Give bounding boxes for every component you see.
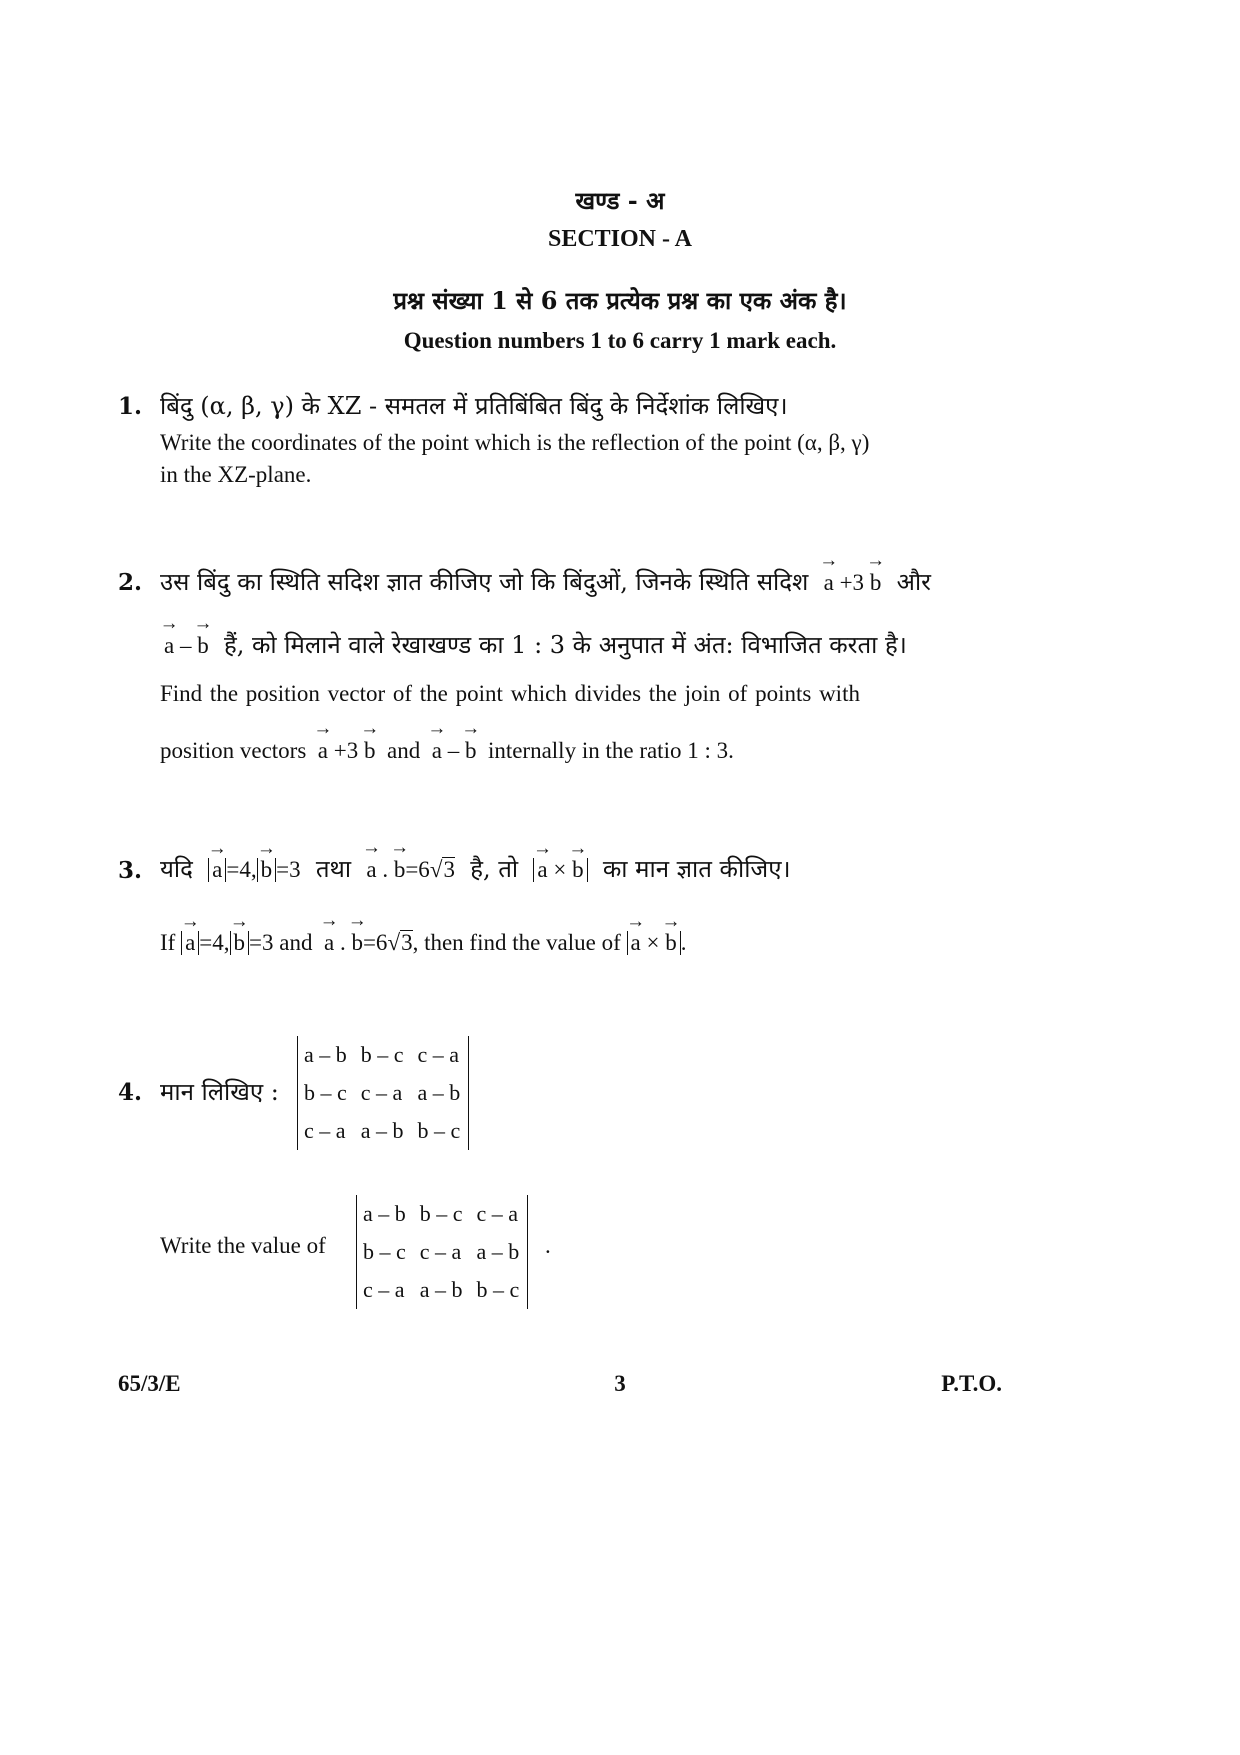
cross-product-magnitude-en: → a × → b bbox=[627, 931, 681, 955]
magnitude-a-value: =4, bbox=[199, 930, 230, 955]
instruction-hindi: प्रश्न संख्या 1 से 6 तक प्रत्येक प्रश्न का एक अंक है। bbox=[393, 286, 847, 315]
vector-a: → a bbox=[537, 858, 547, 882]
question-2-english-line2 bbox=[160, 738, 734, 764]
vector-b: → b bbox=[870, 570, 882, 596]
question-1-number: 1. bbox=[118, 393, 143, 420]
matrix-cell: b – c bbox=[417, 1118, 461, 1143]
vector-b: → b bbox=[234, 931, 246, 955]
vector-b: → b bbox=[351, 930, 363, 956]
question-3-english bbox=[160, 930, 686, 956]
matrix-cell: a – b bbox=[304, 1042, 347, 1067]
question-2-english-line1: Find the position vector of the point which divides the join of points with bbox=[160, 681, 860, 706]
cross-product-magnitude: → a × → b bbox=[533, 858, 587, 882]
matrix-cell: a – b bbox=[363, 1201, 406, 1226]
dot-product-value: =6 bbox=[405, 857, 430, 882]
question-3-hindi-and: तथा bbox=[315, 855, 352, 883]
magnitude-b-value: =3 bbox=[276, 857, 301, 882]
magnitude-b bbox=[257, 857, 301, 882]
question-3-hindi-prefix: यदि bbox=[160, 855, 193, 883]
matrix-cell: a – b bbox=[360, 1118, 404, 1143]
vector-a: → a bbox=[824, 570, 834, 596]
dot-product-en: → a . → b=6√3 bbox=[324, 930, 413, 955]
vector-a: → a bbox=[432, 738, 442, 764]
question-2-english-suffix: internally in the ratio 1 : 3. bbox=[487, 738, 734, 763]
magnitude-b-en bbox=[230, 930, 274, 955]
vector-b: → b bbox=[665, 931, 677, 955]
magnitude-a-en bbox=[181, 930, 229, 955]
vector-a: → a bbox=[366, 857, 376, 883]
matrix-cell: a – b bbox=[419, 1277, 463, 1302]
section-title: SECTION - A bbox=[547, 226, 693, 252]
vector-b: → b bbox=[261, 858, 273, 882]
vector-b: → b bbox=[197, 633, 209, 659]
matrix-cell: c – a bbox=[304, 1118, 346, 1143]
vector-a: → a bbox=[185, 931, 195, 955]
question-1-english-line1: Write the coordinates of the point which is the reflection of the point (α, β, γ) bbox=[160, 430, 870, 455]
question-3-number: 3. bbox=[118, 857, 143, 884]
matrix-cell: c – a bbox=[360, 1080, 403, 1105]
question-2-vector-diff: → a – → b bbox=[164, 633, 209, 658]
sqrt-argument: 3 bbox=[443, 857, 455, 882]
question-3-hindi-suffix: का मान ज्ञात कीजिए। bbox=[602, 855, 791, 883]
question-2-vector-diff-en: → a – → b bbox=[432, 738, 477, 763]
question-2-hindi-line2-suffix: हैं, को मिलाने वाले रेखाखण्ड का 1 : 3 के अनुपात में अंत: विभाजित करता है। bbox=[223, 631, 907, 659]
matrix-cell: c – a bbox=[363, 1277, 405, 1302]
vector-a: → a bbox=[212, 858, 222, 882]
question-3-english-then: , then find the value of bbox=[412, 930, 621, 955]
matrix-cell: b – c bbox=[304, 1080, 347, 1105]
page-number: 3 bbox=[614, 1371, 626, 1396]
pto-label: P.T.O. bbox=[941, 1371, 1002, 1396]
matrix-cell: c – a bbox=[419, 1239, 462, 1264]
question-3-english-prefix: If bbox=[160, 930, 176, 955]
vector-b: → b bbox=[394, 857, 406, 883]
question-1-hindi: बिंदु (α, β, γ) के XZ - समतल में प्रतिबिंबित बिंदु के निर्देशांक लिखिए। bbox=[160, 392, 788, 420]
matrix-cell: b – c bbox=[363, 1239, 406, 1264]
vector-b: → b bbox=[572, 858, 584, 882]
magnitude-a bbox=[208, 857, 256, 882]
question-3-hindi bbox=[160, 852, 791, 885]
question-1-english-line2: in the XZ-plane. bbox=[160, 462, 312, 487]
question-3-english-end: . bbox=[680, 930, 687, 955]
section-hindi-title: खण्ड - अ bbox=[575, 186, 665, 215]
matrix-cell: b – c bbox=[419, 1201, 463, 1226]
question-2-vector-sum-en: → a +3 → b bbox=[318, 738, 376, 763]
question-2-hindi-line1-suffix: और bbox=[896, 568, 931, 596]
question-2-english-prefix: position vectors bbox=[160, 738, 307, 763]
vector-b: → b bbox=[364, 738, 376, 764]
question-2-hindi-line1-prefix: उस बिंदु का स्थिति सदिश ज्ञात कीजिए जो कि बिंदुओं, जिनके स्थिति सदिश bbox=[160, 568, 809, 596]
matrix-cell: a – b bbox=[476, 1239, 520, 1264]
magnitude-b-value: =3 bbox=[249, 930, 274, 955]
question-2-english-and: and bbox=[387, 738, 421, 763]
question-4-hindi-prefix: मान लिखिए : bbox=[160, 1078, 279, 1106]
question-4-english-end: . bbox=[545, 1233, 551, 1258]
matrix-cell: b – c bbox=[360, 1042, 404, 1067]
question-2-number: 2. bbox=[118, 569, 143, 596]
matrix-cell: a – b bbox=[417, 1080, 461, 1105]
dot-product-value: =6 bbox=[362, 930, 388, 955]
vector-a: → a bbox=[324, 930, 334, 956]
determinant-hindi bbox=[297, 1036, 469, 1150]
matrix-cell: c – a bbox=[476, 1201, 519, 1226]
question-3-hindi-then: है, तो bbox=[470, 855, 519, 883]
question-4-number: 4. bbox=[118, 1079, 143, 1106]
question-2-vector-sum: → a +3 → b bbox=[824, 570, 882, 595]
determinant-english bbox=[356, 1195, 528, 1309]
dot-product: → a . → b=6√3 bbox=[366, 857, 455, 882]
matrix-cell: b – c bbox=[476, 1277, 520, 1302]
vector-b: → b bbox=[465, 738, 477, 764]
sqrt-argument: 3 bbox=[401, 930, 413, 955]
question-2-hindi-line2 bbox=[164, 628, 907, 661]
question-4-english-prefix: Write the value of bbox=[160, 1233, 326, 1258]
paper-code: 65/3/E bbox=[118, 1371, 181, 1396]
magnitude-a-value: =4, bbox=[226, 857, 257, 882]
instruction-english: Question numbers 1 to 6 carry 1 mark each. bbox=[403, 328, 837, 353]
vector-a: → a bbox=[318, 738, 328, 764]
question-2-hindi-line1 bbox=[160, 565, 931, 598]
matrix-cell: c – a bbox=[417, 1042, 460, 1067]
vector-a: → a bbox=[164, 633, 174, 659]
vector-a: → a bbox=[631, 931, 641, 955]
question-3-english-and: and bbox=[279, 930, 313, 955]
